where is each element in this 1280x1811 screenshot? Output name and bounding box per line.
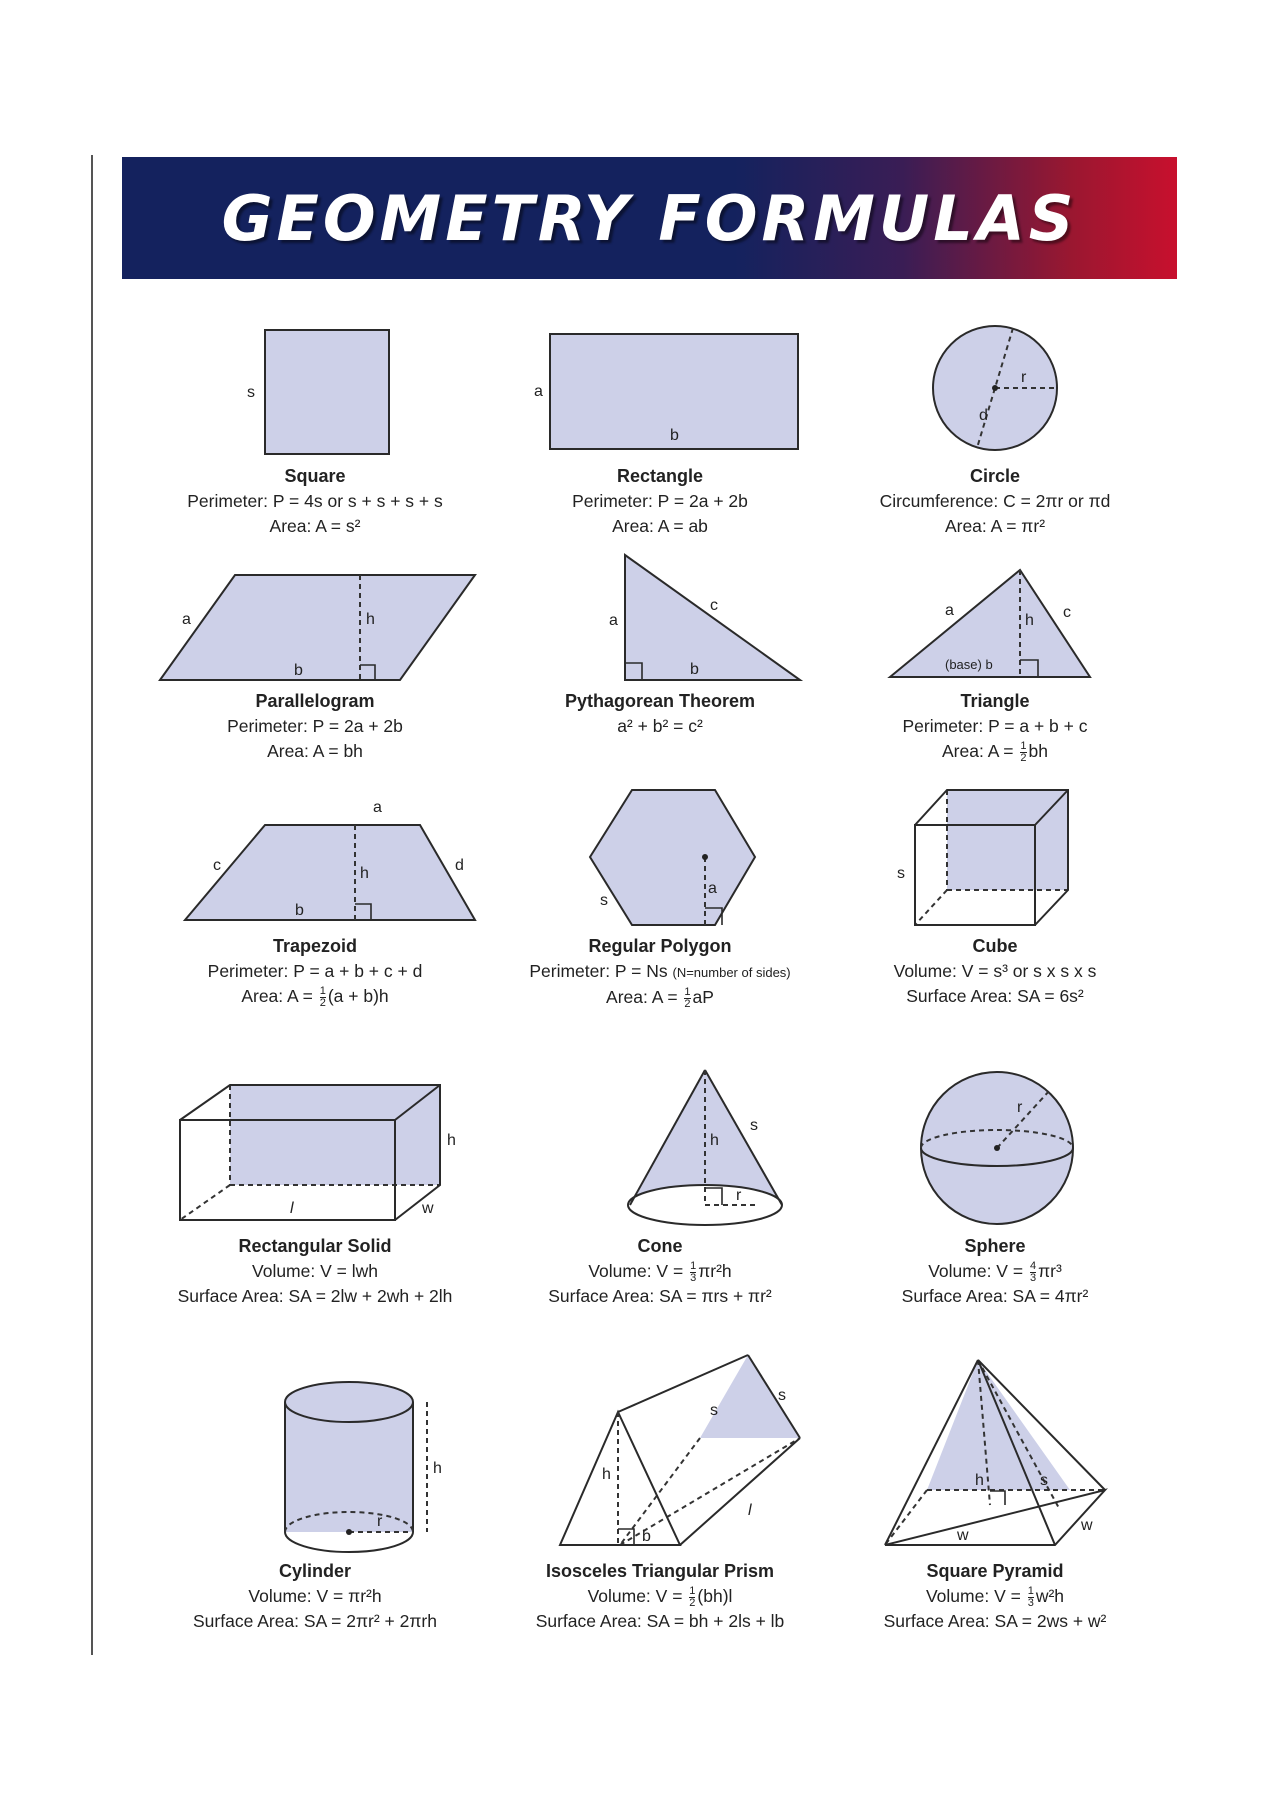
pyramid-volume [805,1584,1185,1609]
cube-hidden-edge-depth [915,890,947,925]
polygon-section [470,790,850,1010]
rect-solid-surface: Surface Area: SA = 2lw + 2wh + 2lh [177,1286,453,1306]
polygon-area-prefix: Area: A = [606,987,678,1007]
fraction-numerator: 1 [689,1584,696,1597]
cube-surface: Surface Area: SA = 6s² [906,986,1084,1006]
prism-height-label: h [602,1466,611,1483]
pythagorean-side-b-label: b [690,661,699,678]
rect-solid-width-label: w [422,1200,434,1217]
polygon-hexagon-shape [590,790,755,925]
rect-solid-section [125,1060,505,1309]
prism-slant-label-left: s [710,1402,718,1419]
fraction-numerator: 1 [1020,739,1027,752]
pyramid-section [805,1355,1185,1634]
trapezoid-shape [185,825,475,920]
parallelogram-base-label: b [294,662,303,679]
parallelogram-side-a-label: a [182,611,191,628]
cube-back-face [947,790,1068,890]
polygon-perimeter-formula: Perimeter: P = Ns [529,961,668,981]
trapezoid-side-d-label: d [455,857,464,874]
prism-section [470,1355,850,1634]
cone-figure [510,1060,810,1230]
page-margin-line [91,155,93,1655]
polygon-apothem-label: a [708,880,717,897]
rectangle-perimeter: Perimeter: P = 2a + 2b [572,491,748,511]
parallelogram-shape [160,575,475,680]
rect-solid-height-label: h [447,1132,456,1149]
pyramid-base-width-label: w [957,1527,969,1544]
triangle-section [805,555,1185,764]
trapezoid-height-label: h [360,865,369,882]
triangle-figure [885,555,1105,685]
circle-circumference: Circumference: C = 2πr or πd [879,491,1111,511]
fraction-numerator: 1 [1027,1584,1034,1597]
pyramid-back-face [927,1360,1070,1490]
polygon-area [470,985,850,1010]
pyramid-surface: Surface Area: SA = 2ws + w² [883,1611,1107,1631]
square-perimeter: Perimeter: P = 4s or s + s + s + s [187,491,443,511]
pythagorean-section [470,555,850,739]
pyramid-side-width-label: w [1081,1517,1093,1534]
triangle-side-a-label: a [945,602,954,619]
half-fraction [689,1586,695,1609]
fraction-denominator: 2 [319,996,326,1009]
pythagorean-figure [510,555,810,685]
sphere-volume-suffix: πr³ [1038,1261,1062,1281]
sphere-figure [885,1060,1105,1230]
parallelogram-section [125,555,505,764]
circle-center-dot [992,385,998,391]
triangle-base-label: (base) b [945,657,993,672]
cone-title: Cone [637,1236,683,1256]
third-fraction [1028,1586,1034,1609]
fraction-denominator: 2 [1020,751,1027,764]
fraction-numerator: 4 [1029,1259,1037,1272]
square-area: Area: A = s² [269,516,361,536]
prism-slant-label-right: s [778,1387,786,1404]
trapezoid-side-c-label: c [213,857,221,874]
triangle-side-c-label: c [1063,604,1071,621]
cylinder-center-dot [346,1529,352,1535]
square-side-label: s [247,384,255,401]
cube-side-label: s [897,865,905,882]
sphere-section [805,1060,1185,1309]
fraction-denominator: 2 [689,1596,696,1609]
cone-volume-suffix: πr²h [698,1261,732,1281]
cone-surface: Surface Area: SA = πrs + πr² [548,1286,772,1306]
cylinder-surface: Surface Area: SA = 2πr² + 2πrh [193,1611,437,1631]
rectangle-side-b-label: b [670,427,679,444]
pyramid-title: Square Pyramid [926,1561,1064,1581]
sphere-center-dot [994,1145,1000,1151]
polygon-side-label: s [600,892,608,909]
fraction-denominator: 2 [684,997,691,1010]
prism-figure [510,1355,810,1555]
sphere-title: Sphere [964,1236,1026,1256]
prism-volume [470,1584,850,1609]
cylinder-section [125,1380,505,1634]
prism-base-label: b [642,1528,651,1545]
trapezoid-base-label: b [295,902,304,919]
polygon-figure [510,790,810,930]
cylinder-top-ellipse [285,1382,413,1422]
trapezoid-side-a-label: a [373,799,382,816]
square-shape [265,330,389,454]
cylinder-title: Cylinder [278,1561,352,1581]
square-title: Square [284,466,346,486]
polygon-perimeter-note: (N=number of sides) [672,965,791,980]
fraction-numerator: 1 [690,1259,697,1272]
circle-title: Circle [969,466,1021,486]
rect-solid-back-face [230,1085,440,1185]
fraction-denominator: 3 [1027,1596,1034,1609]
rect-solid-title: Rectangular Solid [238,1236,392,1256]
half-fraction [320,986,326,1009]
pyramid-height-label: h [975,1472,984,1489]
fraction-denominator: 3 [1029,1271,1037,1284]
circle-diameter-label: d [979,407,988,424]
cylinder-volume: Volume: V = πr²h [248,1586,382,1606]
pythagorean-title: Pythagorean Theorem [564,691,756,711]
sphere-volume-prefix: Volume: V = [928,1261,1024,1281]
third-fraction [690,1261,696,1284]
pythagorean-side-c-label: c [710,597,718,614]
triangle-perimeter: Perimeter: P = a + b + c [902,716,1088,736]
sphere-radius-label: r [1017,1099,1023,1116]
polygon-area-suffix: aP [692,987,714,1007]
parallelogram-figure [150,555,480,685]
trapezoid-area [125,984,505,1009]
cylinder-figure [165,1380,465,1555]
prism-right-angle [618,1529,634,1545]
rectangle-section [470,320,850,539]
pythagorean-side-a-label: a [609,612,618,629]
square-section [125,320,505,539]
triangle-area-prefix: Area: A = [942,741,1014,761]
cone-section [470,1060,850,1309]
half-fraction [1020,741,1026,764]
half-fraction [684,987,690,1010]
circle-area: Area: A = πr² [944,516,1046,536]
rect-solid-length-label: l [290,1200,294,1217]
prism-surface: Surface Area: SA = bh + 2ls + lb [535,1611,785,1631]
sphere-surface: Surface Area: SA = 4πr² [901,1286,1089,1306]
triangle-title: Triangle [960,691,1030,711]
sphere-volume [805,1259,1185,1284]
prism-length-label: l [748,1502,752,1519]
page-title: GEOMETRY FORMULAS [221,181,1078,255]
trapezoid-area-prefix: Area: A = [241,986,313,1006]
cube-figure [885,790,1105,930]
rect-solid-figure [150,1060,480,1230]
rectangle-side-a-label: a [534,383,543,400]
four-thirds-fraction [1030,1261,1036,1284]
cylinder-radius-label: r [377,1513,383,1530]
pyramid-volume-prefix: Volume: V = [925,1586,1021,1606]
trapezoid-figure [155,790,475,930]
triangle-area-suffix: bh [1028,741,1048,761]
cone-slant-label: s [750,1117,758,1134]
parallelogram-title: Parallelogram [255,691,375,711]
trapezoid-area-suffix: (a + b)h [327,986,389,1006]
cube-title: Cube [972,936,1018,956]
parallelogram-height-label: h [366,611,375,628]
cylinder-height-label: h [433,1460,442,1477]
polygon-center-dot [702,854,708,860]
cube-volume: Volume: V = s³ or s x s x s [893,961,1097,981]
pyramid-volume-suffix: w²h [1035,1586,1065,1606]
trapezoid-perimeter: Perimeter: P = a + b + c + d [207,961,423,981]
fraction-numerator: 1 [684,985,691,998]
cone-volume-prefix: Volume: V = [588,1261,684,1281]
polygon-title: Regular Polygon [588,936,732,956]
circle-figure [895,320,1095,460]
circle-radius-label: r [1021,369,1027,386]
cone-height-label: h [710,1132,719,1149]
cube-section [805,790,1185,1009]
rectangle-figure [510,320,810,460]
parallelogram-perimeter: Perimeter: P = 2a + 2b [227,716,403,736]
pythagorean-formula: a² + b² = c² [617,716,703,736]
trapezoid-section [125,790,505,1009]
prism-bottom-edge [680,1438,800,1545]
prism-volume-suffix: (bh)l [697,1586,733,1606]
cone-volume [470,1259,850,1284]
prism-volume-prefix: Volume: V = [587,1586,683,1606]
triangle-height-label: h [1025,612,1034,629]
triangle-area [805,739,1185,764]
rectangle-title: Rectangle [616,466,704,486]
rect-solid-hidden-depth [180,1185,230,1220]
fraction-denominator: 3 [690,1271,697,1284]
polygon-perimeter [470,959,850,985]
pyramid-right-angle [990,1491,1005,1505]
pythagorean-triangle-shape [625,555,800,680]
pyramid-base-front [885,1490,1105,1545]
rectangle-area: Area: A = ab [612,516,708,536]
circle-section [805,320,1185,539]
title-banner [122,157,1177,279]
prism-front-face [560,1412,680,1545]
rect-solid-volume: Volume: V = lwh [252,1261,378,1281]
cone-radius-label: r [736,1187,742,1204]
pyramid-figure [875,1355,1115,1555]
parallelogram-area: Area: A = bh [267,741,363,761]
square-figure [195,320,435,460]
fraction-numerator: 1 [319,984,326,997]
pyramid-slant-label: s [1040,1472,1048,1489]
trapezoid-title: Trapezoid [272,936,357,956]
prism-title: Isosceles Triangular Prism [545,1561,775,1581]
